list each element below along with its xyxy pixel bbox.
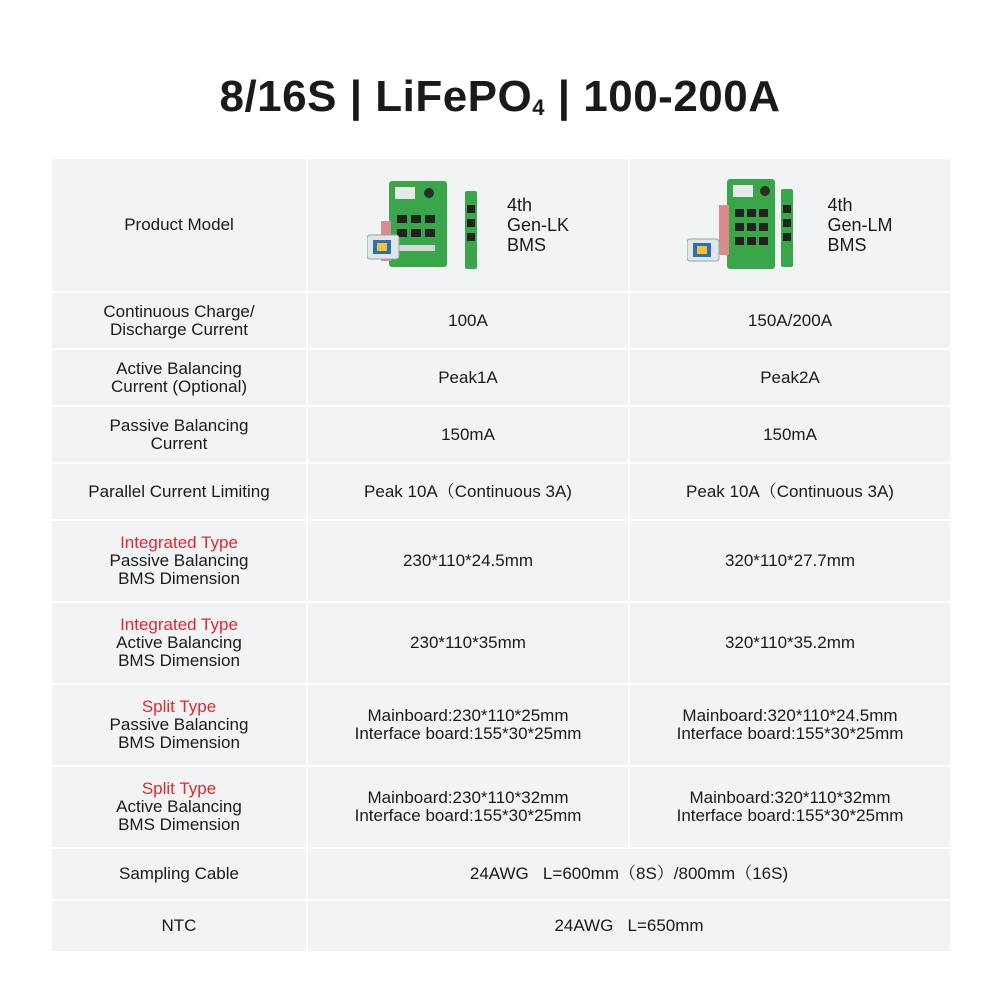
type-tag: Split Type [141, 779, 217, 798]
value-cell: 24AWG L=650mm [307, 900, 951, 952]
value-cell: 150mA [307, 406, 629, 463]
spec-row [51, 848, 951, 900]
spec-row [51, 766, 951, 848]
spec-row [51, 520, 951, 602]
row-label: NTC [51, 900, 307, 952]
row-label: Continuous Charge/ Discharge Current [51, 292, 307, 349]
type-tag: Integrated Type [120, 615, 238, 634]
spec-row [51, 463, 951, 520]
spec-row [51, 349, 951, 406]
spec-table [50, 157, 952, 953]
value-cell: 150A/200A [629, 292, 951, 349]
spec-row [51, 602, 951, 684]
value-cell: Peak 10A（Continuous 3A) [307, 463, 629, 520]
value-cell: Mainboard:230*110*32mm Interface board:155*30*25mm [307, 766, 629, 848]
bms-board-image [687, 175, 807, 275]
row-label: Split Type Active Balancing BMS Dimension [51, 766, 307, 848]
product-cell-lk [307, 158, 629, 292]
value-cell: Peak2A [629, 349, 951, 406]
spec-row [51, 292, 951, 349]
value-cell: 150mA [629, 406, 951, 463]
row-label: Integrated Type Active Balancing BMS Dimension [51, 602, 307, 684]
type-tag: Split Type [141, 697, 217, 716]
value-cell: Mainboard:230*110*25mm Interface board:155*30*25mm [307, 684, 629, 766]
bms-board-image [367, 175, 487, 275]
value-cell: 100A [307, 292, 629, 349]
type-tag: Integrated Type [120, 533, 238, 552]
row-label: Split Type Passive Balancing BMS Dimension [51, 684, 307, 766]
spec-row [51, 406, 951, 463]
row-label: Product Model [51, 158, 307, 292]
value-cell: Peak 10A（Continuous 3A) [629, 463, 951, 520]
value-cell: Mainboard:320*110*32mm Interface board:155*30*25mm [629, 766, 951, 848]
product-name: 4th Gen-LM BMS [827, 195, 893, 255]
page-title: 8/16S | LiFePO$_4$ | 100-200A [219, 72, 781, 121]
value-cell: 320*110*27.7mm [629, 520, 951, 602]
row-label: Parallel Current Limiting [51, 463, 307, 520]
value-cell: 230*110*24.5mm [307, 520, 629, 602]
product-name: 4th Gen-LK BMS [506, 195, 570, 255]
row-label: Active Balancing Current (Optional) [51, 349, 307, 406]
row-label: Passive Balancing Current [51, 406, 307, 463]
row-label: Integrated Type Passive Balancing BMS Dimension [51, 520, 307, 602]
product-model-row [51, 158, 951, 292]
product-cell-lm [629, 158, 951, 292]
value-cell: 320*110*35.2mm [629, 602, 951, 684]
value-cell: 230*110*35mm [307, 602, 629, 684]
spec-row [51, 900, 951, 952]
value-cell: Mainboard:320*110*24.5mm Interface board:155*30*25mm [629, 684, 951, 766]
spec-row [51, 684, 951, 766]
value-cell: Peak1A [307, 349, 629, 406]
row-label: Sampling Cable [51, 848, 307, 900]
value-cell: 24AWG L=600mm（8S）/800mm（16S) [307, 848, 951, 900]
